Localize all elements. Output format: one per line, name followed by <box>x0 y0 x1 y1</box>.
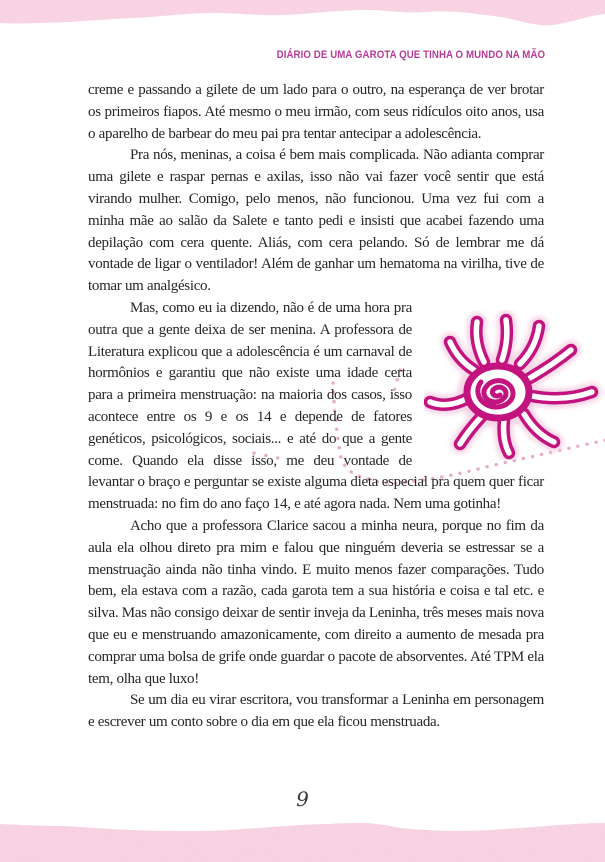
sun-wrap-spacer <box>418 298 544 451</box>
torn-paper-band-bottom <box>0 816 605 862</box>
running-title: DIÁRIO DE UMA GAROTA QUE TINHA O MUNDO NA MÃO <box>276 49 545 61</box>
paragraph: Pra nós, meninas, a coisa é bem mais complicada. Não adianta comprar uma gilete e raspar pernas e axilas, isso não vai fazer você sentir que está virando mulher. Comigo, pelo menos, não funcionou. Uma vez fui com a minha mãe ao salão da Salete e tanto pedi e insisti que acabei fazendo uma depilação com cera quente. Aliás, com cera pelando. Só de lembrar me dá vontade de ligar o ventilador! Além de ganhar um hematoma na virilha, tive de tomar um analgésico. <box>88 147 544 295</box>
page-number: 9 <box>296 787 309 811</box>
torn-paper-band-top <box>0 0 605 36</box>
paragraph: Se um dia eu virar escritora, vou transformar a Leninha em personagem e escrever um conto sobre o dia em que ela ficou menstruada. <box>88 692 544 731</box>
paragraph: creme e passando a gilete de um lado para o outro, na esperança de ver brotar os primeiros fiapos. Até mesmo o meu irmão, com seus ridículos oito anos, usa o aparelho de barbear do meu pai pra tentar antecipar a adolescência. <box>88 82 544 142</box>
paragraph: Mas, como eu ia dizendo, não é de uma hora pra outra que a gente deixa de ser menina. A professora de Literatura explicou que a adolescência é um carnaval de hormônios e garantiu que não existe uma idade certa para a primeira menstruação: na maioria dos casos, isso acontece entre os 9 e os 14 e depende de fatores genéticos, psicológicos, sociais... e até do que a gente come. Quando ela disse isso, me deu vontade de levantar o braço e perguntar se existe alguma dieta especial pra quem quer ficar menstruada: no fim do ano faço 14, e até agora nada. Nem uma gotinha! <box>88 299 544 513</box>
paragraph: Acho que a professora Clarice sacou a minha neura, porque no fim da aula ela olhou direto pra mim e falou que ninguém deveria se estressar se a menstruação ainda não tinha vindo. E muito menos fazer comparações. Tudo bem, ela estava com a razão, cada garota tem a sua história e coisa e tal etc. e silva. Mas não consigo deixar de sentir inveja da Leninha, três meses mais nova que eu e menstruando amazonicamente, com direito a aumento de mesada pra comprar uma bolsa de grife onde guardar o pacote de absorventes. Até TPM ela tem, olha que luxo! <box>88 517 544 687</box>
text-block <box>88 80 544 734</box>
